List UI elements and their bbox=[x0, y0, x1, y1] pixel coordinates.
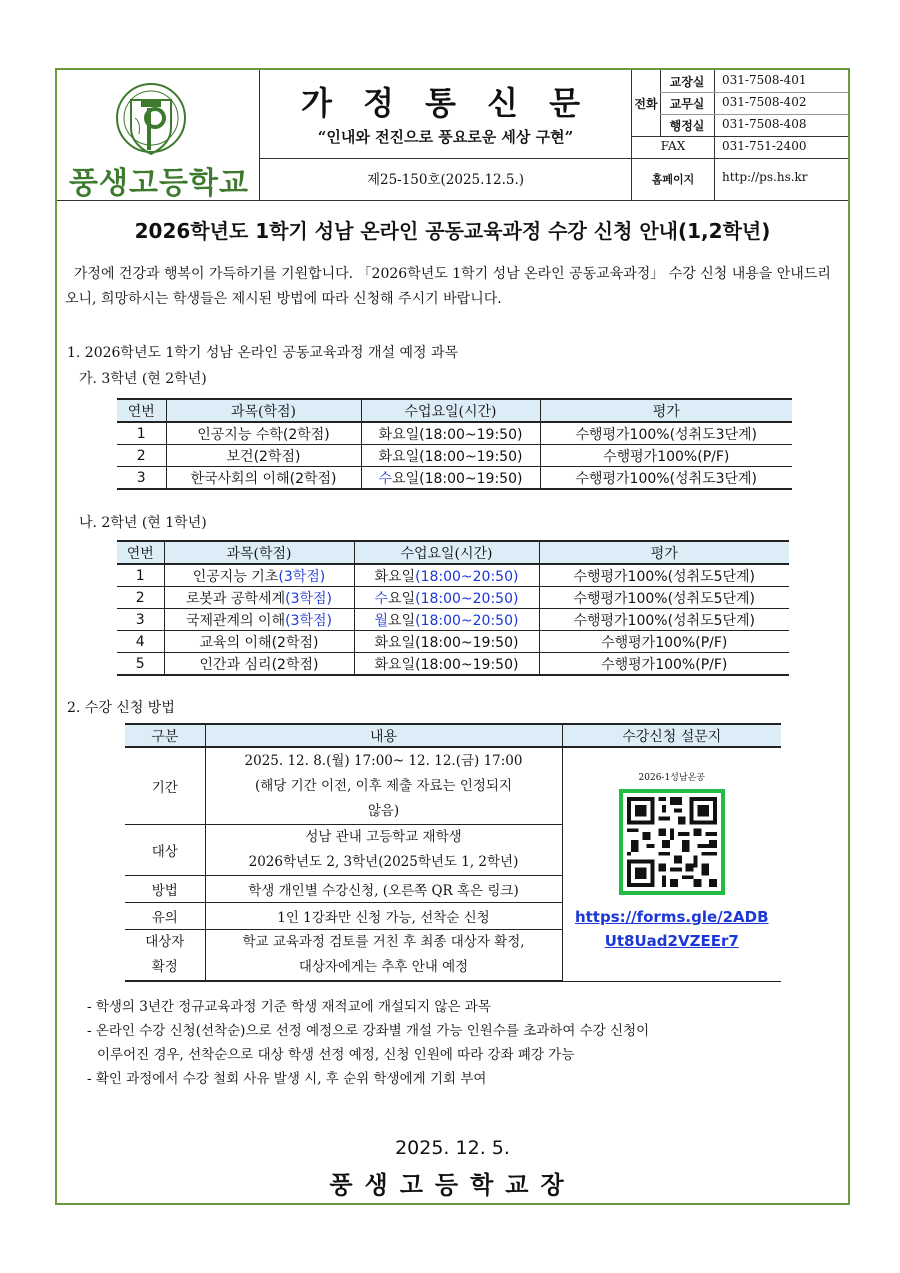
subject-cell bbox=[164, 631, 354, 653]
day: 화 bbox=[378, 426, 393, 443]
subject: 로봇과 공학세계 bbox=[185, 590, 286, 607]
link-line: https://forms.gle/2ADB bbox=[574, 908, 769, 926]
subject: 인공지능 수학 bbox=[197, 426, 283, 443]
evaluation: 수행평가100%(성취도3단계) bbox=[540, 467, 792, 490]
col-header: 수강신청 설문지 bbox=[562, 724, 781, 747]
grade3-course-table bbox=[117, 398, 792, 490]
time: (18:00~19:50) bbox=[419, 426, 523, 443]
fax-label: FAX bbox=[660, 139, 686, 153]
table-row bbox=[117, 587, 789, 609]
fax-number: 031-751-2400 bbox=[722, 139, 807, 153]
content-line: 2026학년도 2, 3학년(2025학년도 1, 2학년) bbox=[248, 854, 519, 870]
subject-cell bbox=[164, 587, 354, 609]
time-highlight: (18:00~20:50) bbox=[415, 568, 519, 585]
day-suffix: 요일 bbox=[392, 470, 420, 487]
content-line: 2025. 12. 8.(월) 17:00~ 12. 12.(금) 17:00 bbox=[244, 752, 523, 769]
row-content: 학생 개인별 수강신청, (오른쪽 QR 혹은 링크) bbox=[205, 876, 562, 903]
schedule-cell bbox=[361, 422, 540, 445]
grade3-heading: 가. 3학년 (현 2학년) bbox=[79, 371, 207, 387]
office-label: 행정실 bbox=[669, 119, 705, 133]
evaluation: 수행평가100%(P/F) bbox=[540, 445, 792, 467]
row-label: 방법 bbox=[125, 876, 205, 903]
note-item: - 온라인 수강 신청(선착순)으로 선정 예정으로 강좌별 개설 가능 인원수를 초과하여 수강 신청이 bbox=[87, 1023, 650, 1039]
time: (18:00~19:50) bbox=[419, 448, 523, 465]
divider bbox=[632, 136, 848, 137]
credit-highlight: (3학점) bbox=[285, 590, 332, 607]
office-number: 031-7508-401 bbox=[722, 73, 807, 87]
note-item: - 확인 과정에서 수강 철회 사유 발생 시, 후 순위 학생에게 기회 부여 bbox=[87, 1071, 487, 1087]
time: (18:00~19:50) bbox=[415, 656, 519, 673]
evaluation: 수행평가100%(성취도3단계) bbox=[540, 422, 792, 445]
subject-cell bbox=[166, 445, 361, 467]
subject: 국제관계의 이해 bbox=[185, 612, 286, 629]
principal-signature: 풍생고등학교장 bbox=[329, 1171, 576, 1199]
subject-cell bbox=[164, 609, 354, 631]
subject-cell bbox=[166, 422, 361, 445]
day-highlight: 수 bbox=[378, 470, 393, 487]
school-motto: “인내와 전진으로 풍요로운 세상 구현” bbox=[317, 128, 574, 146]
intro-text: 가정에 건강과 행복이 가득하기를 기원합니다. 「2026학년도 1학기 성남 온라인 공동교육과정」 수강 신청 내용을 안내드리오니, 희망하시는 학생들은 제시된 방법에 따라 신청해 주시기 바랍니다. bbox=[65, 266, 831, 307]
row-number: 3 bbox=[117, 467, 166, 490]
table-row-period bbox=[125, 747, 781, 825]
row-content: 1인 1강좌만 신청 가능, 선착순 신청 bbox=[205, 903, 562, 930]
row-number: 2 bbox=[117, 445, 166, 467]
qr-code-icon bbox=[623, 793, 721, 891]
grade2-course-table bbox=[117, 540, 789, 676]
schedule-cell bbox=[354, 631, 539, 653]
application-method-table bbox=[125, 723, 781, 982]
col-header: 수업요일(시간) bbox=[361, 399, 540, 422]
credit-highlight: (3학점) bbox=[285, 612, 332, 629]
table-row bbox=[117, 445, 792, 467]
label-line: 확정 bbox=[151, 959, 178, 975]
schedule-cell bbox=[354, 609, 539, 631]
schedule-cell bbox=[354, 564, 539, 587]
subject: 교육의 이해 bbox=[199, 634, 272, 651]
credit: (2학점) bbox=[271, 634, 319, 651]
day: 화 bbox=[378, 448, 393, 465]
row-content bbox=[205, 825, 562, 876]
col-header: 내용 bbox=[205, 724, 562, 747]
credit: (2학점) bbox=[253, 448, 301, 465]
table-row bbox=[117, 653, 789, 676]
office-label: 교장실 bbox=[669, 75, 705, 89]
evaluation: 수행평가100%(성취도5단계) bbox=[539, 609, 789, 631]
divider bbox=[660, 92, 848, 93]
office-number: 031-7508-402 bbox=[722, 95, 807, 109]
newsletter-title: 가 정 통 신 문 bbox=[300, 84, 591, 122]
subject-cell bbox=[164, 564, 354, 587]
school-emblem-icon bbox=[115, 78, 187, 160]
col-header: 수업요일(시간) bbox=[354, 541, 539, 564]
table-row bbox=[117, 422, 792, 445]
credit-highlight: (3학점) bbox=[278, 568, 326, 585]
col-header: 구분 bbox=[125, 724, 205, 747]
credit: (2학점) bbox=[271, 656, 319, 673]
time-highlight: (18:00~20:50) bbox=[415, 590, 519, 607]
office-number: 031-7508-408 bbox=[722, 117, 807, 131]
subject: 보건 bbox=[226, 448, 254, 465]
evaluation: 수행평가100%(P/F) bbox=[539, 631, 789, 653]
office-label: 교무실 bbox=[669, 97, 705, 111]
note-item: - 학생의 3년간 정규교육과정 기준 학생 재적교에 개설되지 않은 과목 bbox=[87, 999, 491, 1015]
day-suffix: 요일 bbox=[388, 634, 416, 651]
row-content bbox=[205, 747, 562, 825]
col-header: 과목(학점) bbox=[166, 399, 361, 422]
subject: 인간과 심리 bbox=[199, 656, 272, 673]
day-suffix: 요일 bbox=[388, 656, 416, 673]
divider bbox=[632, 158, 848, 159]
schedule-cell bbox=[354, 653, 539, 676]
row-number: 3 bbox=[117, 609, 164, 631]
content-line: (해당 기간 이전, 이후 제출 자료는 인정되지 bbox=[254, 777, 512, 794]
day-suffix: 요일 bbox=[392, 426, 420, 443]
title-block bbox=[260, 70, 631, 159]
contact-table bbox=[632, 70, 848, 200]
content-line: 학교 교육과정 검토를 거친 후 최종 대상자 확정, bbox=[242, 934, 525, 950]
grade2-heading: 나. 2학년 (현 1학년) bbox=[79, 515, 207, 531]
issue-number: 제25-150호(2025.12.5.) bbox=[366, 172, 525, 188]
homepage-link[interactable]: http://ps.hs.kr bbox=[722, 170, 808, 184]
schedule-cell bbox=[361, 445, 540, 467]
logo-cell bbox=[57, 70, 260, 200]
phone-label: 전화 bbox=[634, 97, 658, 111]
table-row bbox=[117, 609, 789, 631]
content-line: 않음) bbox=[367, 802, 400, 819]
qr-cell bbox=[562, 747, 781, 981]
homepage-label: 홈페이지 bbox=[651, 173, 695, 186]
qr-code[interactable] bbox=[619, 789, 725, 895]
row-number: 5 bbox=[117, 653, 164, 676]
day-suffix: 요일 bbox=[388, 568, 416, 585]
col-header: 평가 bbox=[539, 541, 789, 564]
survey-form-link[interactable] bbox=[563, 905, 782, 953]
evaluation: 수행평가100%(성취도5단계) bbox=[539, 564, 789, 587]
day: 화 bbox=[374, 568, 389, 585]
document-frame bbox=[55, 68, 850, 1205]
time-highlight: (18:00~20:50) bbox=[415, 612, 519, 629]
table-row bbox=[117, 564, 789, 587]
subject: 한국사회의 이해 bbox=[190, 470, 290, 487]
content-line: 성남 관내 고등학교 재학생 bbox=[305, 829, 462, 845]
subject-cell bbox=[164, 653, 354, 676]
day: 화 bbox=[374, 656, 389, 673]
document-title: 2026학년도 1학기 성남 온라인 공동교육과정 수강 신청 안내(1,2학년) bbox=[134, 219, 771, 243]
content-line: 대상자에게는 추후 안내 예정 bbox=[298, 959, 469, 975]
row-label bbox=[125, 930, 205, 982]
day-highlight: 월 bbox=[374, 612, 389, 629]
day-suffix: 요일 bbox=[388, 612, 416, 629]
col-header: 과목(학점) bbox=[164, 541, 354, 564]
title-cell bbox=[260, 70, 632, 200]
subject-cell bbox=[166, 467, 361, 490]
row-number: 4 bbox=[117, 631, 164, 653]
school-name: 풍생고등학교 bbox=[69, 166, 249, 201]
row-label: 유의 bbox=[125, 903, 205, 930]
divider bbox=[660, 114, 848, 115]
link-line: Ut8Uad2VZEEr7 bbox=[604, 932, 739, 950]
col-header: 연번 bbox=[117, 541, 164, 564]
credit: (2학점) bbox=[289, 470, 337, 487]
note-item: 이루어진 경우, 선착순으로 대상 학생 선정 예정, 신청 인원에 따라 강좌 폐강 가능 bbox=[97, 1047, 575, 1063]
time: (18:00~19:50) bbox=[415, 634, 519, 651]
row-label: 대상 bbox=[125, 825, 205, 876]
time: (18:00~19:50) bbox=[419, 470, 523, 487]
row-number: 2 bbox=[117, 587, 164, 609]
issue-date: 2025. 12. 5. bbox=[395, 1137, 510, 1159]
table-row bbox=[117, 631, 789, 653]
row-content bbox=[205, 930, 562, 982]
evaluation: 수행평가100%(P/F) bbox=[539, 653, 789, 676]
schedule-cell bbox=[361, 467, 540, 490]
qr-caption: 2026-1성남온공 bbox=[638, 773, 705, 783]
day: 화 bbox=[374, 634, 389, 651]
day-highlight: 수 bbox=[374, 590, 389, 607]
letterhead bbox=[57, 70, 848, 201]
label-line: 대상자 bbox=[145, 934, 185, 950]
row-number: 1 bbox=[117, 564, 164, 587]
col-header: 평가 bbox=[540, 399, 792, 422]
section1-heading: 1. 2026학년도 1학기 성남 온라인 공동교육과정 개설 예정 과목 bbox=[67, 345, 459, 361]
subject: 인공지능 기초 bbox=[192, 568, 279, 585]
row-label: 기간 bbox=[125, 747, 205, 825]
col-header: 연번 bbox=[117, 399, 166, 422]
schedule-cell bbox=[354, 587, 539, 609]
table-row bbox=[117, 467, 792, 490]
row-number: 1 bbox=[117, 422, 166, 445]
section2-heading: 2. 수강 신청 방법 bbox=[67, 700, 175, 716]
day-suffix: 요일 bbox=[392, 448, 420, 465]
divider bbox=[714, 70, 715, 200]
day-suffix: 요일 bbox=[388, 590, 416, 607]
credit: (2학점) bbox=[282, 426, 330, 443]
intro-paragraph bbox=[65, 262, 840, 312]
evaluation: 수행평가100%(성취도5단계) bbox=[539, 587, 789, 609]
notes-list bbox=[87, 995, 847, 1091]
